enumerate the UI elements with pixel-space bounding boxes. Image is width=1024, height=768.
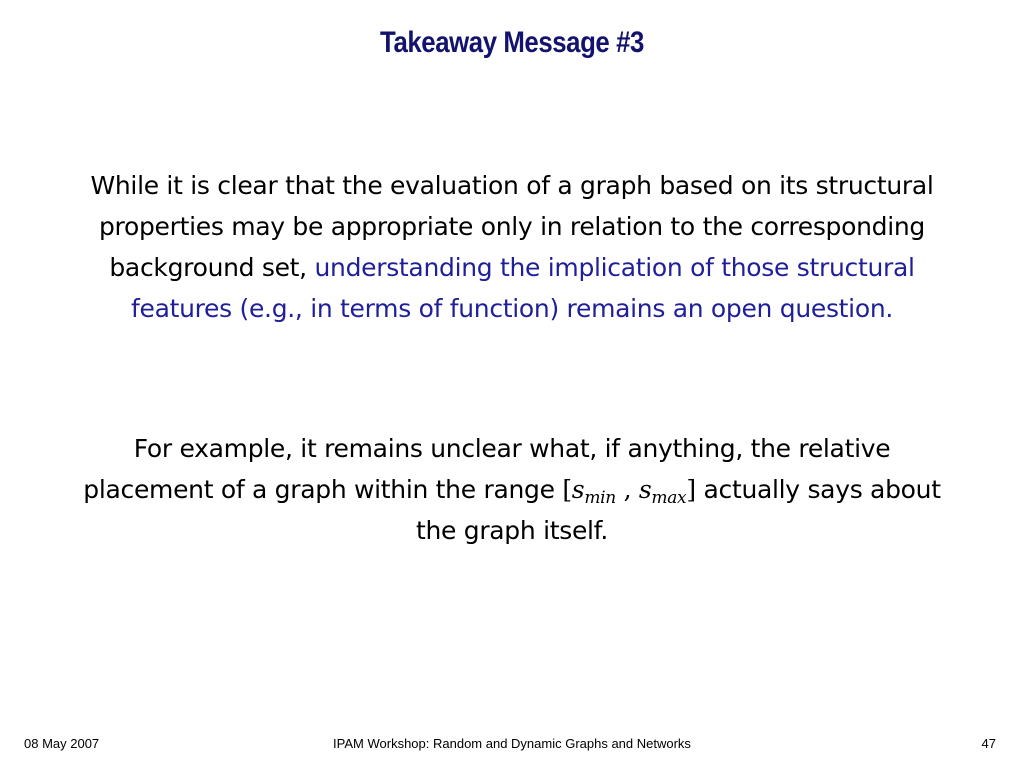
range-max-subscript: max (651, 488, 687, 508)
range-open-bracket: [ (562, 475, 572, 504)
slide-title: Takeaway Message #3 (380, 26, 644, 59)
footer-event: IPAM Workshop: Random and Dynamic Graphs and Networks (333, 736, 691, 751)
range-max-variable: s (638, 475, 652, 504)
range-min-subscript: min (584, 488, 616, 508)
range-min-variable: s (571, 475, 585, 504)
takeaway-paragraph (80, 165, 944, 329)
footer-page-number: 47 (981, 736, 996, 751)
range-close-bracket: ] (686, 475, 696, 504)
paragraph-highlighted-text: understanding the implication of those structural features (e.g., in terms of function) remains an open question. (130, 253, 915, 323)
range-expression (562, 475, 696, 508)
footer-date: 08 May 2007 (24, 736, 100, 751)
paragraph-plain-text: While it is clear that the evaluation of a graph based on its structural properties may be appropriate only in relation to the corresponding background set, (90, 171, 934, 282)
range-separator: , (615, 475, 639, 504)
example-paragraph (80, 428, 944, 551)
example-text-before: For example, it remains unclear what, if anything, the relative placement of a graph within the range (83, 434, 891, 504)
example-text-after: actually says about the graph itself. (415, 475, 941, 545)
